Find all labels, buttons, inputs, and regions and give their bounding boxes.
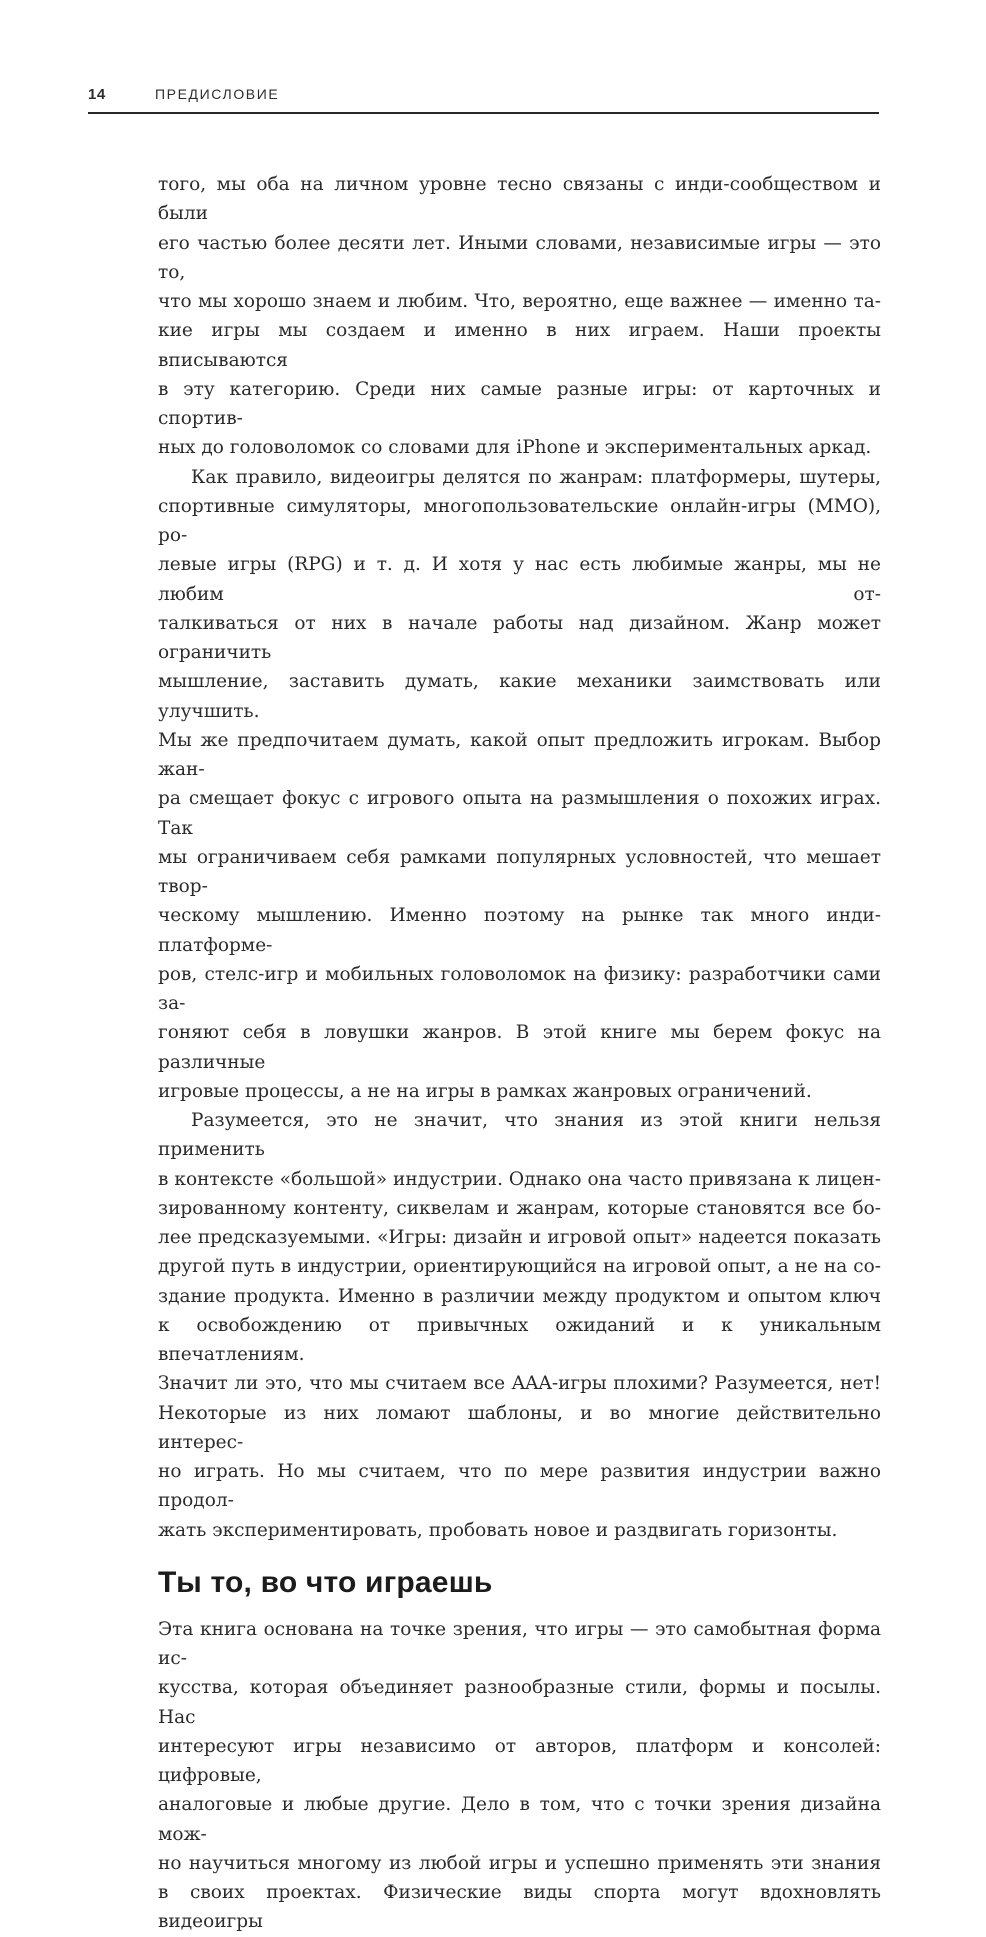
text-line: зированному контенту, сиквелам и жанрам, которые становятся все бо-	[158, 1197, 881, 1219]
page-content	[158, 170, 881, 1937]
text-line: гоняют себя в ловушки жанров. В этой книге мы берем фокус на различные	[158, 1022, 881, 1073]
text-line: интересуют игры независимо от авторов, платформ и консолей: цифровые,	[158, 1735, 881, 1786]
text-line: ра смещает фокус с игрового опыта на размышления о похожих играх. Так	[158, 788, 881, 839]
text-line: в своих проектах. Физические виды спорта могут вдохновлять видеоигры	[158, 1882, 881, 1933]
paragraph	[158, 1615, 881, 1937]
text-line: в контексте «большой» индустрии. Однако она часто привязана к лицен-	[158, 1168, 881, 1190]
text-line: Разумеется, это не значит, что знания из этой книги нельзя применить	[158, 1110, 881, 1161]
text-line: аналоговые и любые другие. Дело в том, что с точки зрения дизайна мож-	[158, 1794, 881, 1845]
text-line: в эту категорию. Среди них самые разные игры: от карточных и спортив-	[158, 378, 881, 429]
text-line: того, мы оба на личном уровне тесно связаны с инди-сообществом и были	[158, 174, 881, 225]
text-line: мы ограничиваем себя рамками популярных условностей, что мешает твор-	[158, 846, 881, 897]
text-line: жать экспериментировать, пробовать новое и раздвигать горизонты.	[158, 1519, 838, 1541]
text-line: спортивные симуляторы, многопользовательские онлайн-игры (MMO), ро-	[158, 495, 881, 546]
text-line: игровые процессы, а не на игры в рамках жанровых ограничений.	[158, 1080, 812, 1102]
paragraph	[158, 463, 881, 1107]
running-head: ПРЕДИСЛОВИЕ	[155, 86, 280, 102]
text-line: его частью более десяти лет. Иными словами, независимые игры — это то,	[158, 232, 881, 283]
page-header	[88, 86, 879, 103]
text-line: кусства, которая объединяет разнообразные стили, формы и посылы. Нас	[158, 1677, 881, 1728]
page-number: 14	[88, 86, 106, 103]
text-line: ных до головоломок со словами для iPhone и экспериментальных аркад.	[158, 437, 872, 459]
text-line: кие игры мы создаем и именно в них играем. Наши проекты вписываются	[158, 320, 881, 371]
text-line: ров, стелс-игр и мобильных головоломок на физику: разработчики сами за-	[158, 963, 881, 1014]
text-line: к освобождению от привычных ожиданий и к уникальным впечатлениям.	[158, 1314, 881, 1365]
text-line: Мы же предпочитаем думать, какой опыт предложить игрокам. Выбор жан-	[158, 729, 881, 780]
header-rule	[88, 112, 879, 114]
text-line: ческому мышлению. Именно поэтому на рынке так много инди-платформе-	[158, 905, 881, 956]
text-line: что мы хорошо знаем и любим. Что, вероятно, еще важнее — именно та-	[158, 291, 881, 312]
text-line: лее предсказуемыми. «Игры: дизайн и игровой опыт» надеется показать	[158, 1227, 881, 1248]
text-line: другой путь в индустрии, ориентирующийся на игровой опыт, а не на со-	[158, 1256, 881, 1278]
section-heading: Ты то, во что играешь	[158, 1565, 493, 1599]
paragraph	[158, 170, 881, 463]
text-line: мышление, заставить думать, какие механики заимствовать или улучшить.	[158, 671, 881, 722]
text-line: но научиться многому из любой игры и успешно применять эти знания	[158, 1852, 881, 1874]
text-line: талкиваться от них в начале работы над дизайном. Жанр может ограничить	[158, 612, 881, 663]
text-line: Эта книга основана на точке зрения, что игры — это самобытная форма ис-	[158, 1618, 881, 1669]
text-line: здание продукта. Именно в различии между продуктом и опытом ключ	[158, 1285, 881, 1307]
text-line: Как правило, видеоигры делятся по жанрам: платформеры, шутеры,	[191, 466, 881, 488]
text-line: Некоторые из них ломают шаблоны, и во многие действительно интерес-	[158, 1402, 881, 1453]
paragraph	[158, 1106, 881, 1545]
text-line: но играть. Но мы считаем, что по мере развития индустрии важно продол-	[158, 1461, 881, 1512]
text-line: левые игры (RPG) и т. д. И хотя у нас есть любимые жанры, мы не любим от-	[158, 554, 881, 605]
text-line: Значит ли это, что мы считаем все AAA-игры плохими? Разумеется, нет!	[158, 1373, 881, 1395]
